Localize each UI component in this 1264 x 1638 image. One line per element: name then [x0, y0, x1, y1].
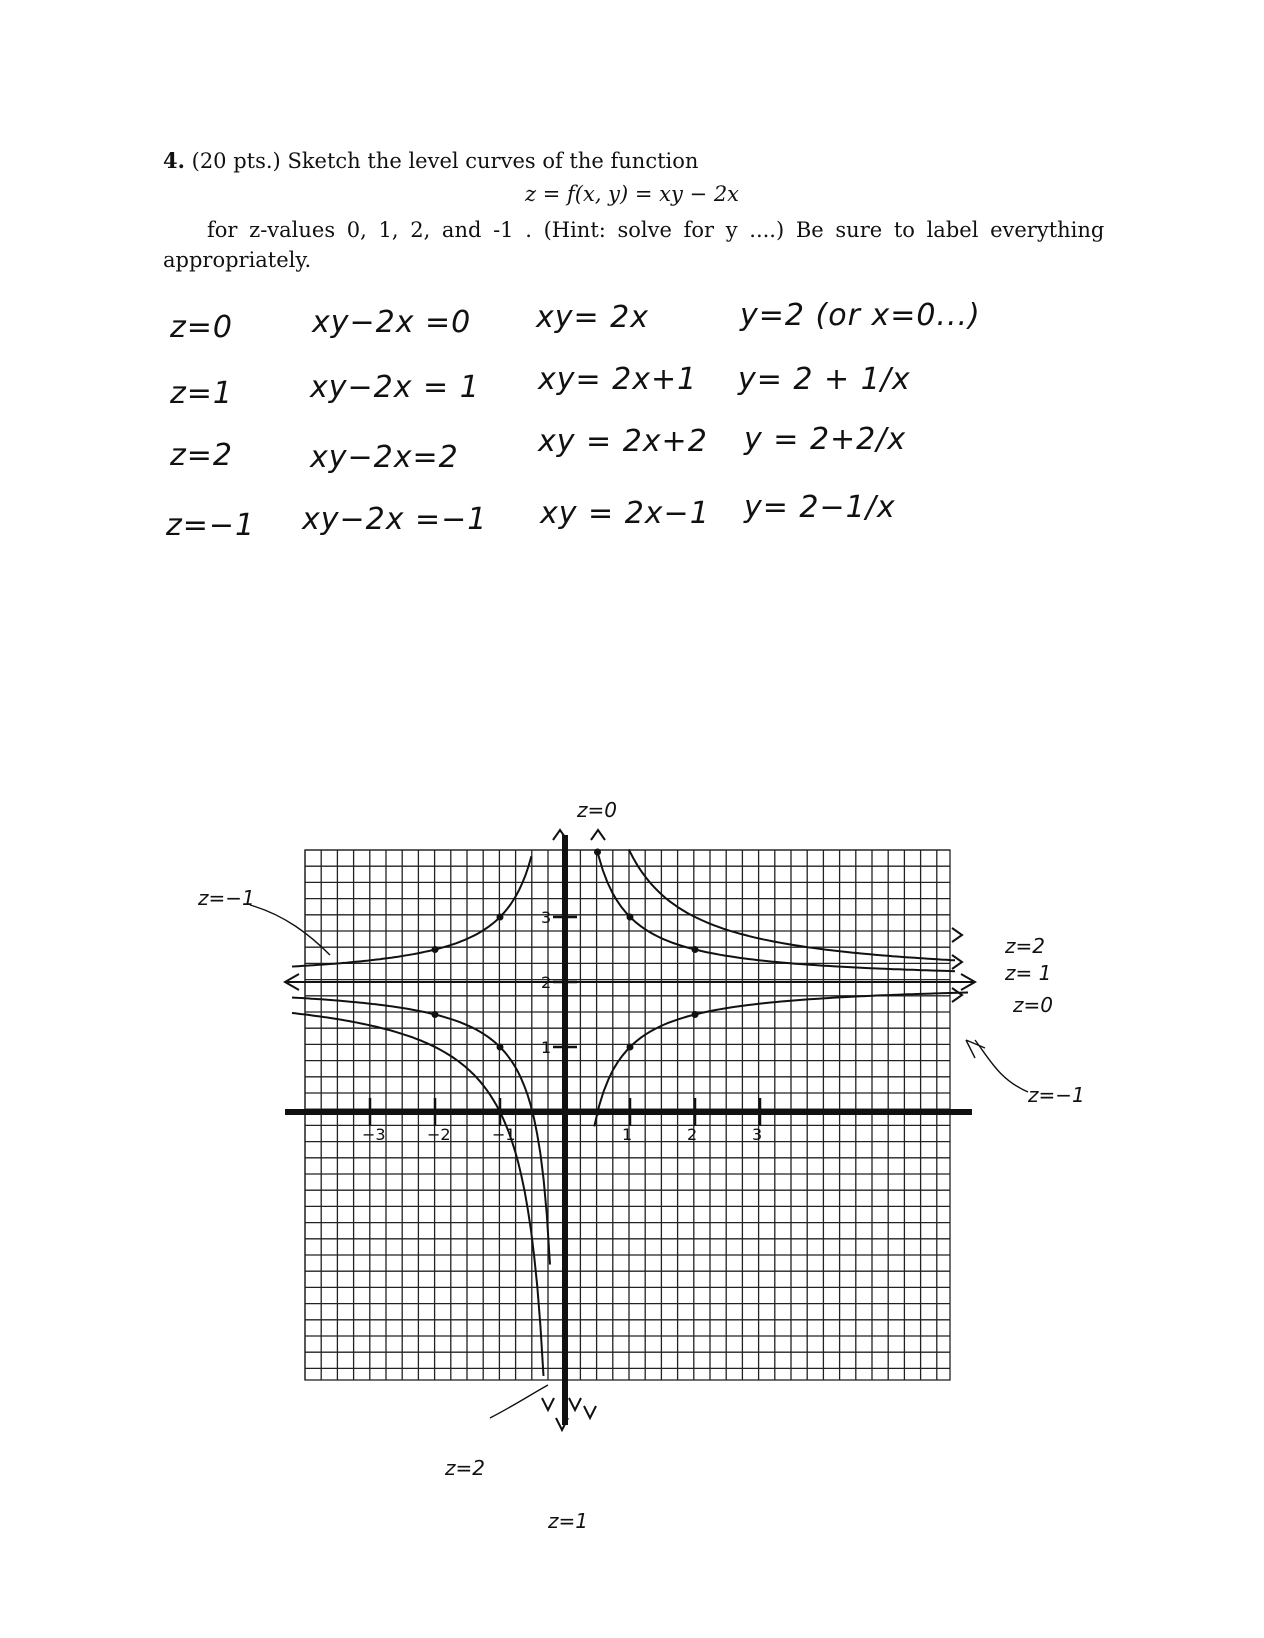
work-step2: xy = 2x+2 — [538, 424, 708, 459]
problem-instructions-cont: appropriately. — [163, 248, 312, 272]
curve-z-neg1-left — [292, 856, 531, 966]
work-step1: xy−2x=2 — [310, 440, 459, 475]
curve-arrowhead — [952, 928, 962, 942]
plotted-point — [529, 1109, 536, 1116]
work-step2: xy= 2x — [536, 300, 650, 335]
x-tick-label: 1 — [622, 1125, 633, 1144]
label-z1-bottom: z=1 — [548, 1509, 588, 1533]
work-z-label: z=1 — [170, 376, 233, 411]
plotted-point — [497, 1109, 504, 1116]
curve-arrowhead — [569, 1398, 581, 1410]
curve-arrowhead — [952, 955, 962, 969]
problem-points: (20 pts.) — [191, 149, 281, 173]
plotted-point — [692, 1011, 699, 1018]
work-step3: y=2 (or x=0...) — [740, 298, 981, 333]
y-tick-label: 3 — [541, 908, 552, 927]
work-step3: y = 2+2/x — [744, 422, 907, 457]
work-z-label: z=2 — [170, 438, 233, 473]
x-tick-label: 2 — [687, 1125, 698, 1144]
label-z-neg1-left: z=−1 — [198, 886, 255, 910]
curve-z1-right — [598, 854, 955, 971]
curve-arrowhead — [542, 1398, 554, 1410]
plotted-point — [692, 946, 699, 953]
problem-instructions: for z-values 0, 1, 2, and -1 . (Hint: solve for y ....) Be sure to label everything — [207, 218, 1105, 242]
work-step1: xy−2x =−1 — [302, 502, 488, 537]
label-z1-right: z= 1 — [1005, 961, 1052, 985]
label-z0-right: z=0 — [1013, 993, 1053, 1017]
work-step2: xy = 2x−1 — [540, 496, 710, 531]
y-tick-label: 2 — [541, 973, 552, 992]
pointer-line — [490, 1385, 548, 1418]
work-step1: xy−2x =0 — [312, 305, 472, 340]
plotted-point — [594, 849, 601, 856]
plotted-point — [594, 1109, 601, 1116]
work-step2: xy= 2x+1 — [538, 362, 698, 397]
plotted-point — [497, 1044, 504, 1051]
plotted-point — [432, 1011, 439, 1018]
work-step1: xy−2x = 1 — [310, 370, 480, 405]
work-z-label: z=−1 — [166, 508, 256, 543]
x-tick-label: −3 — [362, 1125, 386, 1144]
work-step3: y= 2 + 1/x — [738, 362, 911, 397]
curve-arrowhead — [591, 830, 605, 840]
curve-arrowhead — [952, 988, 962, 1002]
label-z0-top: z=0 — [577, 798, 617, 822]
work-step3: y= 2−1/x — [744, 490, 896, 525]
problem-number: 4. — [163, 148, 185, 173]
y-tick-label: 1 — [541, 1038, 552, 1057]
work-z-label: z=0 — [170, 310, 233, 345]
problem-prompt: Sketch the level curves of the function — [287, 149, 699, 173]
function-equation: z = f(x, y) = xy − 2x — [525, 182, 740, 206]
x-tick-label: 3 — [752, 1125, 763, 1144]
x-tick-label: −1 — [492, 1125, 516, 1144]
plotted-point — [497, 914, 504, 921]
plotted-point — [627, 914, 634, 921]
x-tick-label: −2 — [427, 1125, 451, 1144]
label-z-neg1-right: z=−1 — [1028, 1083, 1085, 1107]
label-z2-right: z=2 — [1005, 934, 1045, 958]
curve-arrowhead — [584, 1406, 596, 1418]
plotted-point — [432, 946, 439, 953]
plotted-point — [627, 1044, 634, 1051]
label-z2-bottom: z=2 — [445, 1456, 485, 1480]
